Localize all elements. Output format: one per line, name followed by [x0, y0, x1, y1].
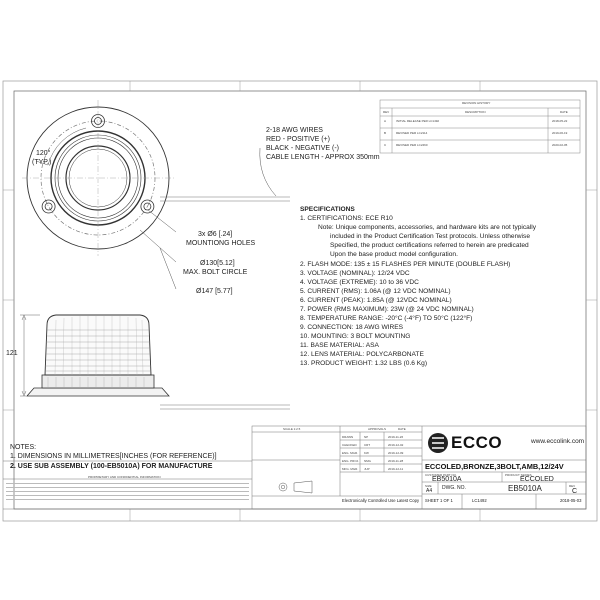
revision-header-date: DATE — [560, 110, 568, 114]
proprietary-fine-print — [6, 480, 249, 507]
approval-role: CHECKED — [342, 443, 357, 447]
spec-line: 6. CURRENT (PEAK): 1.85A (@ 12VDC NOMINAL) — [300, 297, 452, 304]
dwg-number: EB5010A — [508, 484, 542, 493]
mounting-holes-label: MOUNTIONG HOLES — [186, 240, 256, 247]
dwg-no-label: DWG. NO. — [442, 485, 466, 491]
spec-line: 5. CURRENT (RMS): 1.06A (@ 12 VDC NOMINAL) — [300, 288, 451, 295]
spec-line: 9. CONNECTION: 18 AWG WIRES — [300, 324, 404, 331]
spec-line: 8. TEMPERATURE RANGE: -20°C (-4°F) TO 50°C (122°F) — [300, 315, 473, 322]
approvals-date-header: DATE — [398, 427, 406, 431]
wires-line-3: BLACK - NEGATIVE (-) — [266, 145, 339, 152]
mounting-holes-size: 3x Ø6 [.24] — [198, 231, 233, 238]
spec-line: 1. CERTIFICATIONS: ECE R10 — [300, 215, 393, 222]
spec-line: Note: Unique components, accessories, and hardware kits are not typically — [318, 224, 537, 231]
revision-row-rev: A — [384, 119, 387, 123]
angle-typ-label: (TYP.) — [32, 159, 52, 166]
revision-table-title: REVISION HISTORY — [462, 101, 491, 105]
revision-row-description: INITIAL RELEASE PER LC1492 — [396, 119, 440, 123]
spec-line: included in the Product Certification Test protocols. Unless otherwise — [330, 233, 530, 240]
top-view — [22, 100, 176, 289]
note-1: 1. DIMENSIONS IN MILLIMETRES[INCHES (FOR REFERENCE)] — [10, 453, 217, 460]
outer-dia-leader — [160, 248, 176, 289]
approval-role: ENG. MGR. — [342, 451, 359, 455]
holes-leader — [148, 210, 176, 232]
wire-lines — [160, 197, 290, 409]
approval-role: DRAWN — [342, 435, 354, 439]
spec-line: 12. LENS MATERIAL: POLYCARBONATE — [300, 351, 424, 358]
bolt-circle-leader — [140, 230, 176, 262]
customer-part-number: EB5010A — [432, 476, 462, 483]
approval-name: KW — [364, 451, 369, 455]
spec-line: 13. PRODUCT WEIGHT: 1.32 LBS (0.6 Kg) — [300, 360, 428, 367]
scale-label: SCALE 1:2.5 — [283, 427, 301, 431]
height-dimension: 121 — [6, 350, 18, 357]
controlled-copy-note: Electronically Controlled Use Latest Copy — [342, 498, 420, 503]
approvals-header: APPROVALS — [368, 427, 386, 431]
product-series-label: PRODUCT SERIES — [505, 473, 532, 477]
approval-name: NP — [364, 435, 369, 439]
website-text: www.eccolink.com — [531, 438, 585, 445]
approval-name: JUP — [364, 467, 370, 471]
customer-part-label: CUSTOMER PART NO. — [425, 473, 457, 477]
wires-line-4: CABLE LENGTH - APPROX 350mm — [266, 154, 380, 161]
wires-line-2: RED - POSITIVE (+) — [266, 136, 330, 143]
outer-diameter-label: Ø147 [5.77] — [196, 288, 233, 295]
revision-header-rev: REV — [383, 110, 390, 114]
proprietary-heading: PROPRIETARY AND CONFIDENTIAL INFORMATION — [88, 475, 161, 479]
revision-row-description: REVISED PER LC2114 — [396, 131, 428, 135]
spec-line: 3. VOLTAGE (NOMINAL): 12/24 VDC — [300, 270, 410, 277]
approval-date: 2019-12-09 — [388, 451, 404, 455]
revision-row-date: 2019-06-19 — [552, 131, 568, 135]
approval-date: 2019-11-26 — [388, 435, 404, 439]
spec-line: 10. MOUNTING: 3 BOLT MOUNTING — [300, 333, 411, 340]
approval-name: CRT — [364, 443, 371, 447]
spec-line: Specified, the product certifications referred to herein are predicated — [330, 242, 529, 249]
revision-row-rev: C — [384, 143, 387, 147]
approval-name: NMG — [364, 459, 371, 463]
ecco-logo — [428, 433, 448, 453]
revision-row-description: REVISED PER LC2460 — [396, 143, 428, 147]
date-created: 2018-05-03 — [560, 498, 582, 503]
revision-row-rev: B — [384, 131, 387, 135]
sheet-label: SHEET 1 OF 1 — [425, 498, 453, 503]
notes-title: NOTES: — [10, 444, 37, 451]
size-value: A4 — [426, 488, 433, 494]
wires-line-1: 2-18 AWG WIRES — [266, 127, 323, 134]
side-view — [20, 315, 169, 396]
revision-row-date: 2018-05-22 — [552, 119, 568, 123]
product-series: ECCOLED — [520, 476, 554, 483]
spec-line: Upon the base product model configuration. — [330, 251, 458, 258]
approval-role: ENG. PROJ. — [342, 459, 360, 463]
revision-row-date: 2020-02-05 — [552, 143, 568, 147]
specifications-title: SPECIFICATIONS — [300, 206, 355, 213]
spec-line: 11. BASE MATERIAL: ASA — [300, 342, 379, 349]
ecco-logo-text: ECCO — [451, 433, 503, 452]
rev-label: REV — [569, 484, 576, 488]
angle-label: 120° — [36, 150, 51, 157]
bolt-circle-size: Ø130[5.12] — [200, 260, 235, 267]
spec-line: 2. FLASH MODE: 135 ± 15 FLASHES PER MINUTE (DOUBLE FLASH) — [300, 261, 511, 268]
spec-line: 7. POWER (RMS MAXIMUM): 23W (@ 24 VDC NOMINAL) — [300, 306, 474, 313]
size-label: SIZE — [425, 484, 432, 488]
mounting-hole — [42, 200, 55, 213]
approval-date: 2019-12-11 — [388, 467, 404, 471]
approval-date: 2019-12-02 — [388, 443, 404, 447]
rev-value: C — [572, 488, 578, 495]
approval-date: 2019-11-28 — [388, 459, 404, 463]
bolt-circle-label: MAX. BOLT CIRCLE — [183, 269, 248, 276]
note-2: 2. USE SUB ASSEMBLY (100-EB5010A) FOR MANUFACTURE — [10, 463, 213, 470]
projection-symbol — [279, 481, 312, 493]
project-number: LC1492 — [472, 498, 487, 503]
spec-line: 4. VOLTAGE (EXTREME): 10 to 36 VDC — [300, 279, 419, 286]
approval-role: MFG. MGR. — [342, 467, 359, 471]
revision-header-description: DESCRIPTION — [465, 110, 486, 114]
drawing-title: ECCOLED,BRONZE,3BOLT,AMB,12/24V — [425, 462, 564, 471]
